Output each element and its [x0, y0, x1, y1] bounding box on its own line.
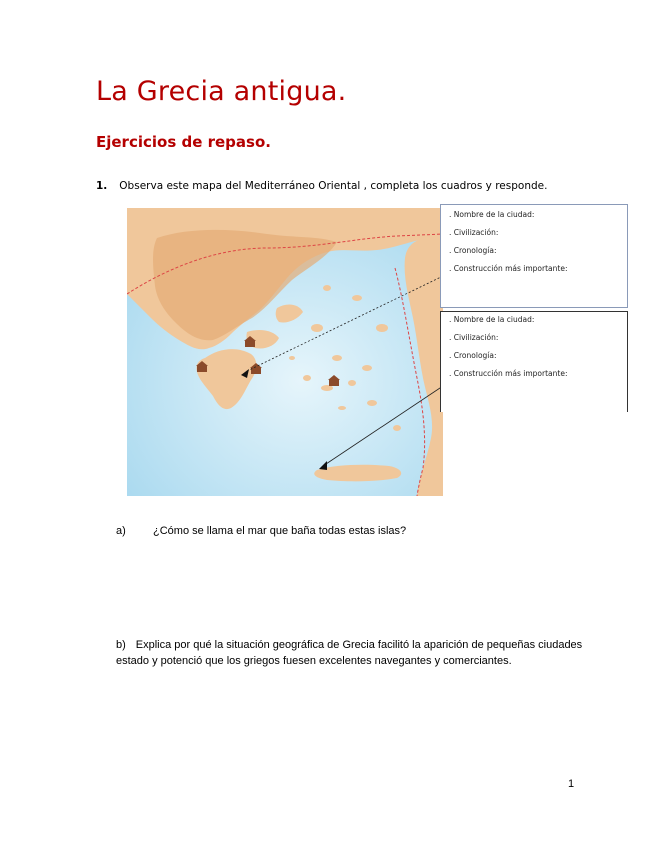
- question-b-text: Explica por qué la situación geográfica de Grecia facilitó la aparición de pequeñas ciudades estado y potenció que los griegos fuesen excelentes navegantes y comerciantes.: [116, 639, 583, 667]
- box1-city-name-label: . Nombre de la ciudad:: [449, 210, 535, 219]
- box2-chronology-label: . Cronología:: [449, 351, 497, 360]
- map-eastern-mediterranean: [127, 208, 443, 496]
- answer-box-2[interactable]: [440, 311, 628, 412]
- question-b: [116, 637, 586, 669]
- box1-construction-label: . Construcción más importante:: [449, 264, 568, 273]
- page-title: La Grecia antigua.: [96, 76, 347, 107]
- box2-civilization-label: . Civilización:: [449, 333, 499, 342]
- box1-civilization-label: . Civilización:: [449, 228, 499, 237]
- question-1-text: Observa este mapa del Mediterráneo Oriental , completa los cuadros y responde.: [119, 180, 548, 192]
- question-a-letter: a): [116, 525, 126, 537]
- question-a-text: ¿Cómo se llama el mar que baña todas estas islas?: [153, 525, 407, 537]
- box2-construction-label: . Construcción más importante:: [449, 369, 568, 378]
- page-subtitle: Ejercicios de repaso.: [96, 133, 271, 151]
- question-1-number: 1.: [96, 180, 108, 192]
- question-a: [116, 525, 406, 537]
- box2-city-name-label: . Nombre de la ciudad:: [449, 315, 535, 324]
- question-b-letter: b): [116, 639, 126, 651]
- box1-chronology-label: . Cronología:: [449, 246, 497, 255]
- page-number: 1: [568, 778, 575, 790]
- question-1: [96, 180, 547, 192]
- answer-box-1[interactable]: [440, 204, 628, 308]
